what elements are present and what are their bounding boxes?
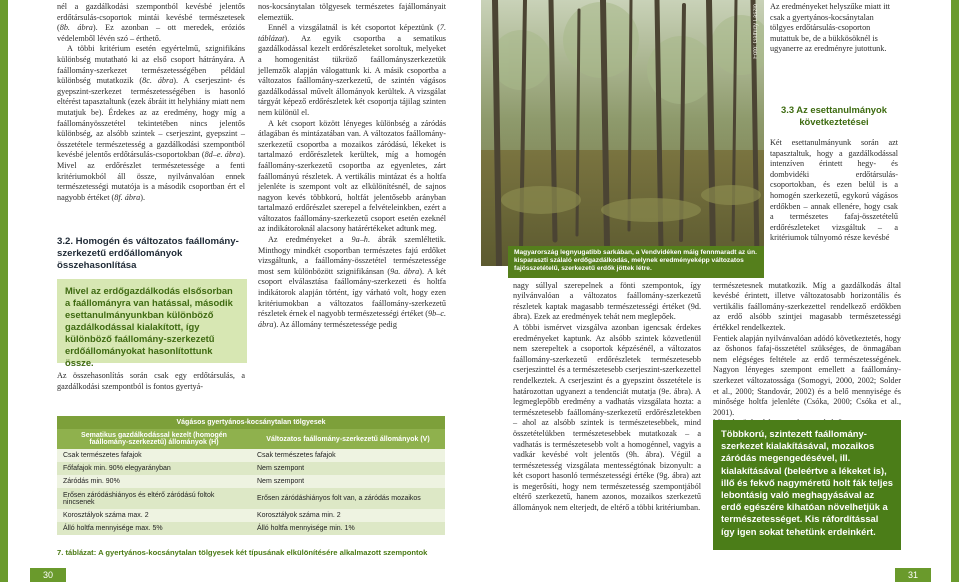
right-page-number: 31 bbox=[895, 568, 931, 582]
left-page-number: 30 bbox=[30, 568, 66, 582]
table-row: Főfafajok min. 90% elegyarányban Nem szempont bbox=[57, 462, 445, 475]
right-column-4-top: Két esettanulmányunk során azt tapasztaltuk, hogy a gazdálkodással intenzíven érintett hegy- és dombvidéki erdőtársulás-csoportokban, és ezen belül is a homogén szerkezetű, egykorú vágásos erdőkben – annak ellenére, hogy csak a természetes fafaj-összetételű erdőrészleteket vizsgáltuk – a kritériumok túlnyomó része kevésbé bbox=[770, 138, 898, 243]
table-col-header-v: Változatos faállomány-szerkezetű állományok (V) bbox=[251, 429, 445, 449]
forest-photo-image bbox=[481, 0, 764, 266]
section-heading-3-2: 3.2. Homogén és változatos faállomány-szerkezetű erdőállományok összehasonlítása bbox=[57, 236, 239, 271]
table-title: Vágásos gyertyános-kocsánytalan tölgyesek bbox=[57, 416, 445, 429]
col1-after-callout: Az összehasonlítás során csak egy erdőtársulás, a gazdálkodási szempontból is fontos gyertyá- bbox=[57, 371, 245, 391]
callout-box-right: Többkorú, szintezett faállomány-szerkezet kialakításával, mozaikos záródás megengedésével, ill. kialakításával (beleértve a lékeket is), illő és fekvő nagyméretű holt fák teljes lebontásig való meghagyásával az erdő egészére kihatóan növelhetjük a természetességet. Kis ráfordítással így igen sokat tehetünk erdeinkért. bbox=[713, 420, 901, 550]
left-column-2 bbox=[258, 2, 446, 330]
section-heading-3-3: 3.3 Az esettanulmányok következtetései bbox=[781, 104, 887, 127]
criteria-table bbox=[57, 416, 445, 535]
callout-box-left: Mivel az erdőgazdálkodás elsősorban a faállományra van hatással, második esettanulmányunkban különböző gazdálkodással kialakított, így különböző faállomány-szerkezetű erdőállományokat hasonlítottunk össze. bbox=[57, 279, 247, 363]
table-row: Álló holtfa mennyisége max. 5% Álló holtfa mennyisége min. 1% bbox=[57, 522, 445, 535]
photo-caption: Magyarország legnyugatibb sarkában, a Vendvidéken máig fennmaradt az ún. kisparaszti szálaló erdőgazdálkodás, melynek eredményeképp változatos fajösszetételű, szerkezetű erdők jöttek létre. bbox=[508, 246, 764, 278]
left-column-1 bbox=[57, 2, 245, 203]
left-page-margin-bar bbox=[0, 0, 8, 582]
table-row: Erősen záródáshiányos és eltérő záródású foltok nincsenek Erősen záródáshiányos folt van, a záródás mozaikos bbox=[57, 488, 445, 509]
right-column-4-bottom: természetesnek mutatkozik. Míg a gazdálkodás által kevésbé érintett, illetve változatosabb horizontális és vertikális faállomány-szerkezettel rendelkező erdőkben az erdő alsóbb szintjei magasabb természetességi értékkel rendelkeztek. Fentiek alapján nyilvánvalóan adódó következtetés, hogy az őshonos fafaj-összetétel szükséges, de önmagában nem elégséges feltétele az erdő természetességének. Nagyon lényeges szempont emellett a faállomány-szerkezet változatossága (Somogyi, 2000, 2002; Solder et al., 2000; Standovár, 2002) és a belő mennyisége és minősége holtfa jelenléte (Csóka, 2000; Csóka et al., 2001). bbox=[713, 280, 901, 417]
photo-credit: Fotó: Gálhidy László bbox=[753, 4, 759, 59]
right-column-3: nagy súllyal szerepelnek a fönti szempontok, így nyilvánvalóan a változatos faállomány-szerkezetű részletek kaptak magasabb természetességi értéket (9d. ábra). Ezek az eredmények tehát nem meglepőek. A többi ismérvet vizsgálva azonban igencsak érdekes eredményeket kaptunk. Az alsóbb szintek közvetlenül nem szerepeltek a csoportok képzésénél, a változatos faállomány-szerkezetű erdőrészletek természetesebb cserjeszinttel és a természetesebb cserjeszint-szerkezettel rendelkeztek. A cserjeszint és a gyepszint összetétele is határozottan ugyanezt a tendenciát mutatja (9e. ábra). A legmeglepőbb eredmény a vadhatás vizsgálata hozta: a természetesebb faállomány-szerkezetű erdőrészletekben – ahol az alsóbb szintek is természetesebbek, mind összetételükben természetesebbek mutatkozak – a vadhatás is természetesebb volt a homogénnel, vagyis a vadkár kevésbé volt jelentős (9h. ábra). Végül a természetesség vizsgálata mentességtónak bizonyult: a két csoport hasonló természetességi értéke (9g. ábra) azt is megerősíti, hogy nem természetesség szempontjából eltérő szerkezetű, hanem azonos, mozaikos szerkezetű állományok nem elterjedt, de eltérő a többi kritériumban. bbox=[513, 280, 701, 513]
table-row: Záródás min. 90% Nem szempont bbox=[57, 475, 445, 488]
col2-paragraph: Ennél a vizsgálatnál is két csoportot képeztünk (7. táblázat). Az egyik csoportba a sematikus gazdálkodással kezelt erdőrészleteket soroltuk, melyeket a homogenitást tükröző faállományszerkezetük jellemzők alapján válogattunk ki. A másik csoportba a változatos faállomány-szerkezetű, de szintén vágásos gazdálkodással művelt állományok kerültek. A vizsgálat tárgyát képező erdőrészletek két csoportja tájilag szinten nem különül el. bbox=[258, 23, 446, 117]
table-col-header-h: Sematikus gazdálkodással kezelt (homogén faállomány-szerkezetű) állományok (H) bbox=[57, 429, 251, 449]
col2-paragraph: nos-kocsánytalan tölgyesek természetes fajállományait elemeztük. bbox=[258, 2, 446, 22]
side-note: Az eredményeket helyszűke miatt itt csak a gyertyános-kocsánytalan tölgyes erdőtársulás-csoporton mutattuk be, de a bükkösöknél is ugyanerre az eredményre jutottunk. bbox=[770, 2, 891, 54]
col1-paragraph: A többi kritérium esetén egyértelmű, szignifikáns különbség mutatható ki az első csoport hátrányára. A faállomány-szerkezet természetességében például különbség mutatkozik (8c. ábra). A cserjeszint- és gyepszint-szerkezet természetességében is hasonló eltérést tapasztaltunk (ezek ábráit itt helyhiány miatt nem mutatjuk be). Érdekes az az eredmény, hogy míg a faállományösszetétel tekintetében nincs jelentős különbség, az alsóbb szintek – cserjeszint, gyepszint – összetétele természetesség a gazdálkodási szempontból kevésbé jelentős erdőtársulás-csoportokban (8d–e. ábra). Mivel az erdőrészlet természetessége a fenti kritériumokból áll össze, nyilvánvalóan ennek természetességi mutatója is a második csoportban ért el nagyobb értéket (8f. ábra). bbox=[57, 44, 245, 202]
col1-paragraph: nél a gazdálkodási szempontból kevésbé jelentős erdőtársulás-csoportok mintái kevésbé természetesek (8b. ábra). Ez azonban – ott meredek, eróziós védelemből lévén szó – érthető. bbox=[57, 2, 245, 43]
col2-paragraph: Az eredményeket a 9a–h. ábrák szemléltetik. Minthogy mindkét csoportban természetes fajú erdőket vizsgáltunk, a faállomány-összetétel természetessége most sem különbözött szignifikánsan (9a. ábra). A két csoport elválasztása faállomány-szerkezeti és holtfa indikátorok alapján történt, így várható volt, hogy ezen kritériumokban a változatos faállomány-szerkezetű részletek érnek el nagyobb természetességi értéket (9b–c. ábra). Az állomány természetessége pedig bbox=[258, 235, 447, 329]
right-page-margin-bar bbox=[951, 0, 959, 582]
table-row: Csak természetes fafajok Csak természetes fafajok bbox=[57, 449, 445, 462]
col2-paragraph: A két csoport között lényeges különbség a záródás átlagában és mintázatában van. A változatos faállomány-szerkezetű csoportba a mozaikos záródású, lékeket is tartalmazó erdőrészletek kerültek, míg a homogén faállomány-szerkezetű csoportba az egyenletes, zárt faállományú részletek. A vertikális mintázat és a holtfa jelenléte is szempont volt az elkülönítésnél, de sajnos nagyon kevés többkorú, holtfát jelentősebb arányban tartalmazó erdőrészlet szerepel a felvételeinkben, ezért a változatos faállomány-szerkezetű csoport esetén ezeknél az indikátoroknál alacsony határértékeket adtunk meg. bbox=[258, 118, 446, 234]
table-caption: 7. táblázat: A gyertyános-kocsánytalan tölgyesek két típusának elkülönítésére alkalmazott szempontok bbox=[57, 548, 428, 557]
forest-photo bbox=[481, 0, 764, 266]
table-row: Korosztályok száma max. 2 Korosztályok száma min. 2 bbox=[57, 509, 445, 522]
